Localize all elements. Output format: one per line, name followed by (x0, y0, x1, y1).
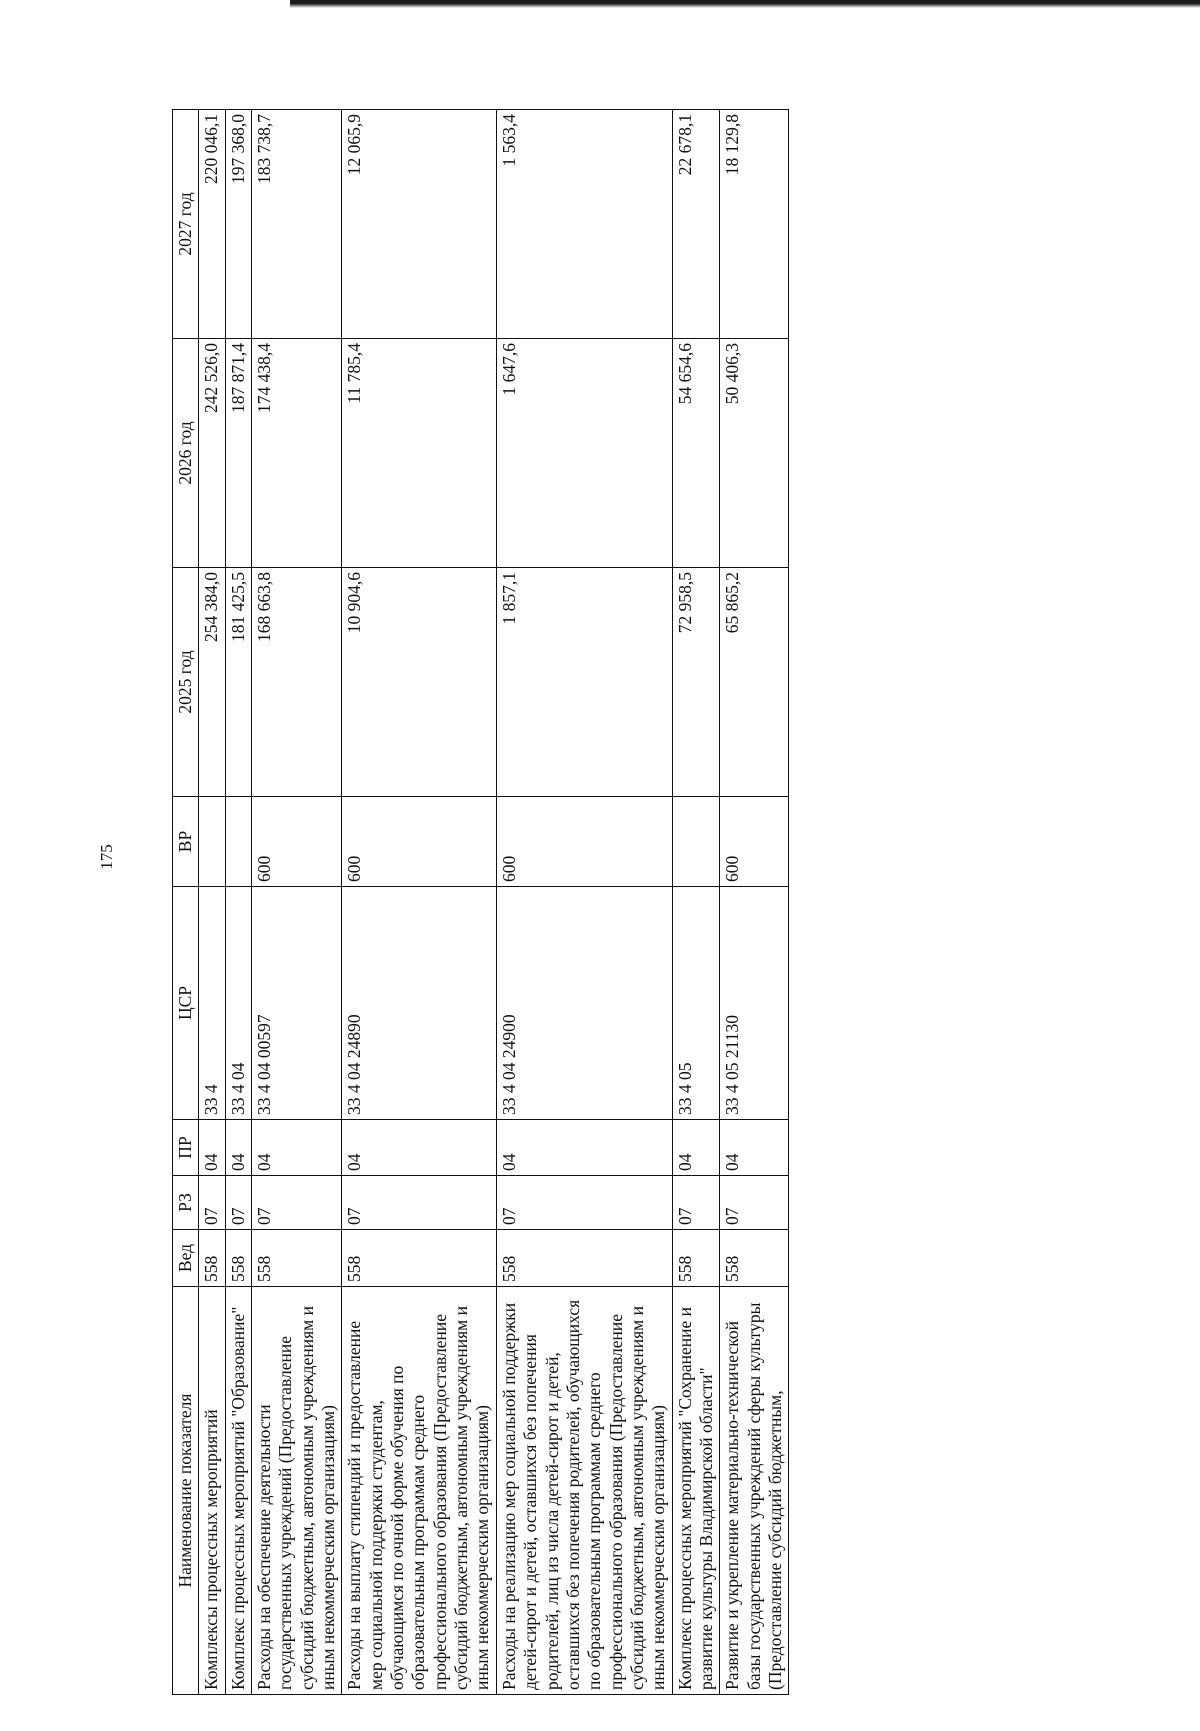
cell-2027: 220 046,1 (199, 110, 225, 339)
header-vr: ВР (173, 797, 199, 887)
rotated-page-content (172, 110, 1118, 1695)
cell-pr: 04 (225, 1120, 251, 1176)
cell-pr: 04 (342, 1120, 496, 1176)
cell-2026: 242 526,0 (199, 339, 225, 568)
cell-2026: 187 871,4 (225, 339, 251, 568)
table-row (496, 110, 672, 1695)
cell-2026: 54 654,6 (672, 339, 720, 568)
cell-vr: 600 (496, 797, 672, 887)
cell-rz: 07 (672, 1176, 720, 1230)
cell-ved: 558 (672, 1230, 720, 1287)
cell-2027: 18 129,8 (720, 110, 789, 339)
page-number: 175 (97, 844, 116, 870)
cell-ved: 558 (720, 1230, 789, 1287)
table-row (199, 110, 225, 1695)
cell-2027: 22 678,1 (672, 110, 720, 339)
cell-csr: 33 4 05 (672, 887, 720, 1120)
cell-name: Комплексы процессных мероприятий (199, 1287, 225, 1695)
cell-ved: 558 (252, 1230, 342, 1287)
cell-csr: 33 4 04 (225, 887, 251, 1120)
cell-csr: 33 4 04 24890 (342, 887, 496, 1120)
cell-csr: 33 4 (199, 887, 225, 1120)
cell-name: Развитие и укрепление материально-технической базы государственных учреждений сферы культуры (Предоставление субсидий бюджетным, (720, 1287, 789, 1695)
cell-2027: 1 563,4 (496, 110, 672, 339)
cell-rz: 07 (342, 1176, 496, 1230)
cell-vr (672, 797, 720, 887)
header-csr: ЦСР (173, 887, 199, 1120)
cell-2025: 10 904,6 (342, 568, 496, 797)
cell-2027: 12 065,9 (342, 110, 496, 339)
cell-2025: 181 425,5 (225, 568, 251, 797)
header-2025: 2025 год (173, 568, 199, 797)
cell-2025: 168 663,8 (252, 568, 342, 797)
header-ved: Вед (173, 1230, 199, 1287)
cell-ved: 558 (342, 1230, 496, 1287)
scan-edge (290, 0, 1200, 8)
cell-pr: 04 (672, 1120, 720, 1176)
cell-rz: 07 (496, 1176, 672, 1230)
cell-csr: 33 4 04 00597 (252, 887, 342, 1120)
header-rz: РЗ (173, 1176, 199, 1230)
cell-rz: 07 (252, 1176, 342, 1230)
cell-name: Расходы на реализацию мер социальной поддержки детей-сирот и детей, оставшихся без попечения родителей, лиц из числа детей-сирот и детей, оставшихся без попечения родителей, обучающихся по образовательным программам среднего профессионального образования (Предоставление субсидий бюджетным, автономным учреждениям и иным некоммерческим организациям) (496, 1287, 672, 1695)
cell-name: Комплекс процессных мероприятий "Сохранение и развитие культуры Владимирской области" (672, 1287, 720, 1695)
cell-2026: 174 438,4 (252, 339, 342, 568)
header-name: Наименование показателя (173, 1287, 199, 1695)
cell-ved: 558 (496, 1230, 672, 1287)
cell-vr: 600 (720, 797, 789, 887)
cell-2027: 183 738,7 (252, 110, 342, 339)
cell-2025: 1 857,1 (496, 568, 672, 797)
cell-name: Расходы на выплату стипендий и предоставление мер социальной поддержки студентам, обучающимся по очной форме обучения по образовательным программам среднего профессионального образования (Предоставление субсидий бюджетным, автономным учреждениям и иным некоммерческим организациям) (342, 1287, 496, 1695)
cell-pr: 04 (199, 1120, 225, 1176)
cell-vr: 600 (252, 797, 342, 887)
cell-pr: 04 (252, 1120, 342, 1176)
cell-ved: 558 (199, 1230, 225, 1287)
header-2027: 2027 год (173, 110, 199, 339)
cell-pr: 04 (720, 1120, 789, 1176)
cell-ved: 558 (225, 1230, 251, 1287)
cell-2025: 254 384,0 (199, 568, 225, 797)
cell-vr (199, 797, 225, 887)
cell-2026: 50 406,3 (720, 339, 789, 568)
cell-pr: 04 (496, 1120, 672, 1176)
cell-csr: 33 4 04 24900 (496, 887, 672, 1120)
budget-table (172, 109, 789, 1695)
cell-2026: 11 785,4 (342, 339, 496, 568)
cell-2025: 65 865,2 (720, 568, 789, 797)
cell-2025: 72 958,5 (672, 568, 720, 797)
table-row (225, 110, 251, 1695)
table-row (672, 110, 720, 1695)
cell-name: Комплекс процессных мероприятий "Образование" (225, 1287, 251, 1695)
cell-vr: 600 (342, 797, 496, 887)
cell-rz: 07 (199, 1176, 225, 1230)
table-header-row (173, 110, 199, 1695)
cell-vr (225, 797, 251, 887)
header-pr: ПР (173, 1120, 199, 1176)
table-row (252, 110, 342, 1695)
table-row (342, 110, 496, 1695)
table-row (720, 110, 789, 1695)
cell-rz: 07 (225, 1176, 251, 1230)
cell-2026: 1 647,6 (496, 339, 672, 568)
header-2026: 2026 год (173, 339, 199, 568)
cell-csr: 33 4 05 21130 (720, 887, 789, 1120)
cell-name: Расходы на обеспечение деятельности государственных учреждений (Предоставление субсидий бюджетным, автономным учреждениям и иным некоммерческим организациям) (252, 1287, 342, 1695)
cell-rz: 07 (720, 1176, 789, 1230)
cell-2027: 197 368,0 (225, 110, 251, 339)
